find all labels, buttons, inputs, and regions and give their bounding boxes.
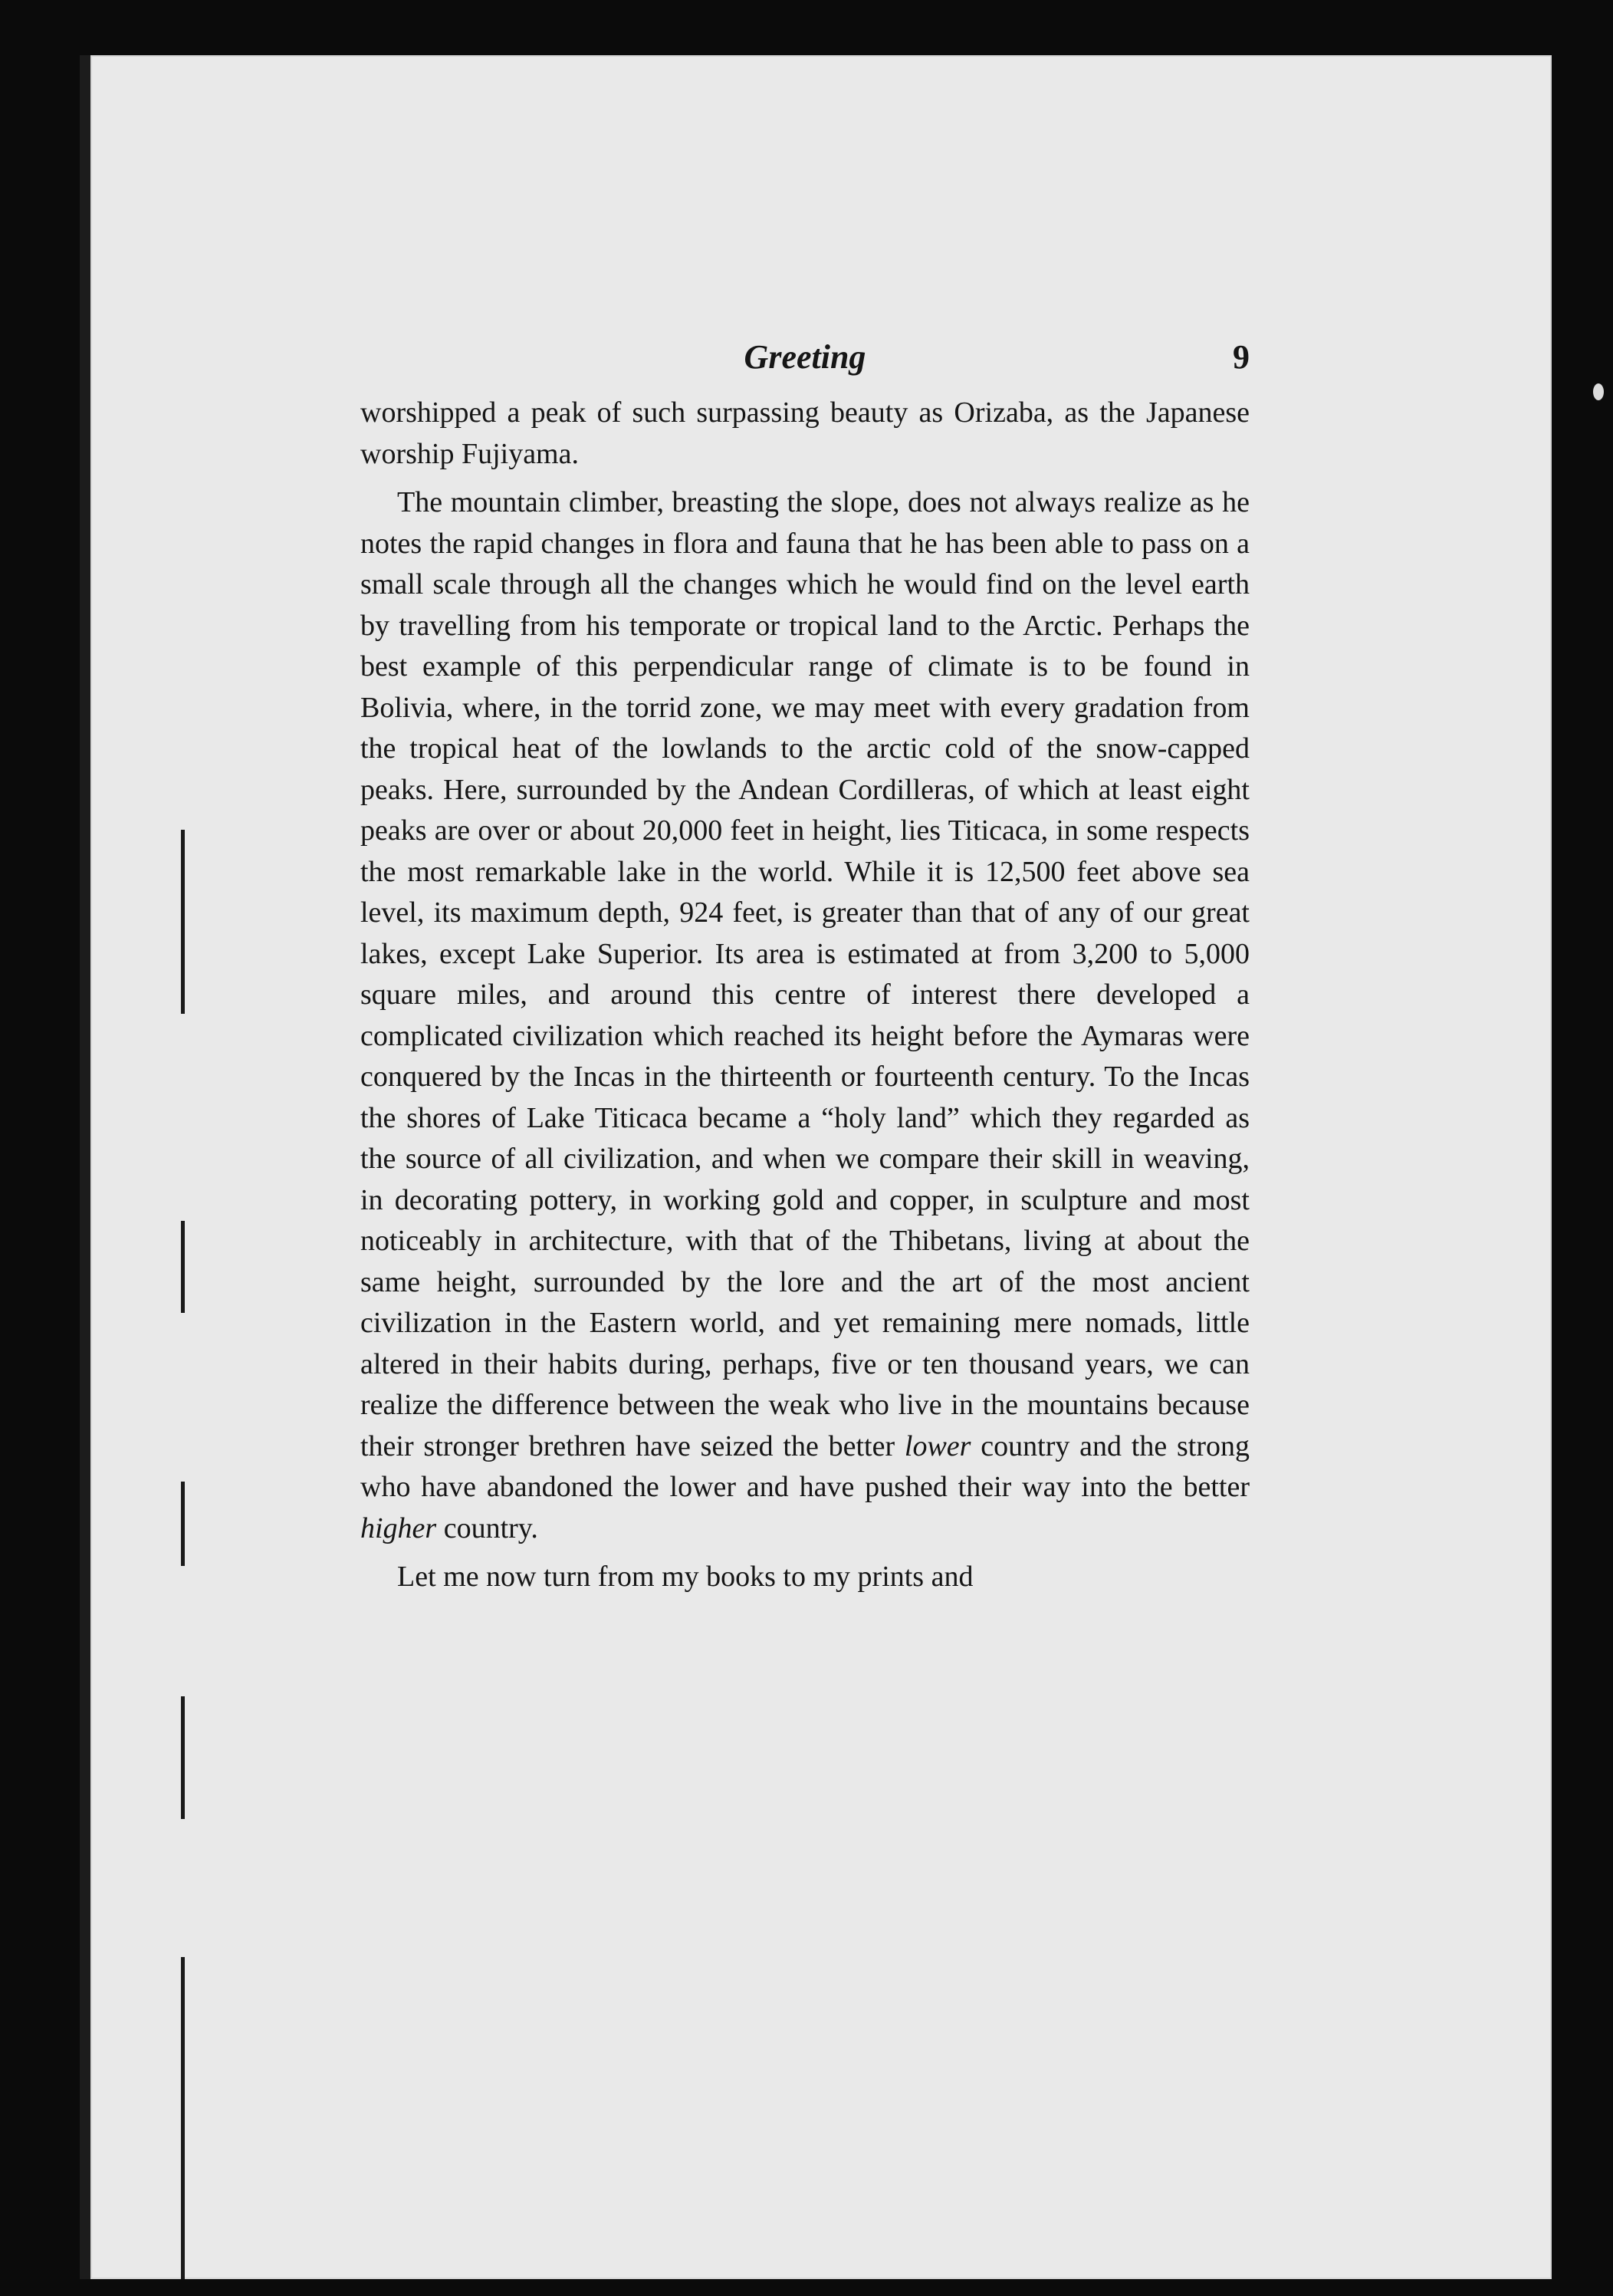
margin-mark (181, 1482, 185, 1566)
page-edge-smudge (1593, 383, 1604, 400)
margin-mark (181, 1957, 185, 2279)
running-title: Greeting (744, 338, 866, 376)
italic-higher: higher (360, 1511, 437, 1544)
paragraph-1: worshipped a peak of such surpassing beauty as Orizaba, as the Japanese worship Fujiyama. (360, 396, 1250, 470)
paragraph-2 (360, 482, 1250, 1549)
margin-mark (181, 830, 185, 1014)
page-number: 9 (1233, 338, 1250, 376)
paragraph-2-text: The mountain climber, breasting the slope, does not always realize as he notes the rapid changes in flora and fauna that he has been able to pass on a small scale through all the changes which he would find on the level earth by travelling from his temporate or tropical land to the Arctic. Perhaps the best example of this perpendicular range of climate is to be found in Bolivia, where, in the torrid zone, we may meet with every gradation from the tropical heat of the lowlands to the arctic cold of the snow-capped peaks. Here, surrounded by the Andean Cordilleras, of which at least eight peaks are over or about 20,000 feet in height, lies Titicaca, in some respects the most remarkable lake in the world. While it is 12,500 feet above sea level, its maximum depth, 924 feet, is greater than that of any of our great lakes, except Lake Superior. Its area is estimated at from 3,200 to 5,000 square miles, and around this centre of interest there developed a complicated civilization which reached its height before the Aymaras were conquered by the Incas in the thirteenth or fourteenth century. To the Incas the shores of Lake Titicaca became a “holy land” which they regarded as the source of all civilization, and when we compare their skill in weaving, in decorating pottery, in working gold and copper, in sculpture and most noticeably in architecture, with that of the Thibetans, living at about the same height, surrounded by the lore and the art of the most ancient civilization in the Eastern world, and yet remaining mere nomads, little altered in their habits during, perhaps, five or ten thousand years, we can realize the difference between the weak who live in the mountains because their stronger brethren have seized the better (360, 486, 1250, 1462)
paragraph-2-text-middle: country and the strong who have abandoned the lower and have pushed their way into the better (360, 1429, 1250, 1503)
margin-mark (181, 1696, 185, 1819)
paragraph-3: Let me now turn from my books to my prints and (397, 1561, 974, 1593)
page-text-block (360, 337, 1250, 1606)
margin-mark (181, 1221, 185, 1313)
italic-lower: lower (904, 1429, 971, 1462)
running-head (360, 337, 1250, 393)
paragraph-2-text-end: country. (443, 1511, 538, 1544)
